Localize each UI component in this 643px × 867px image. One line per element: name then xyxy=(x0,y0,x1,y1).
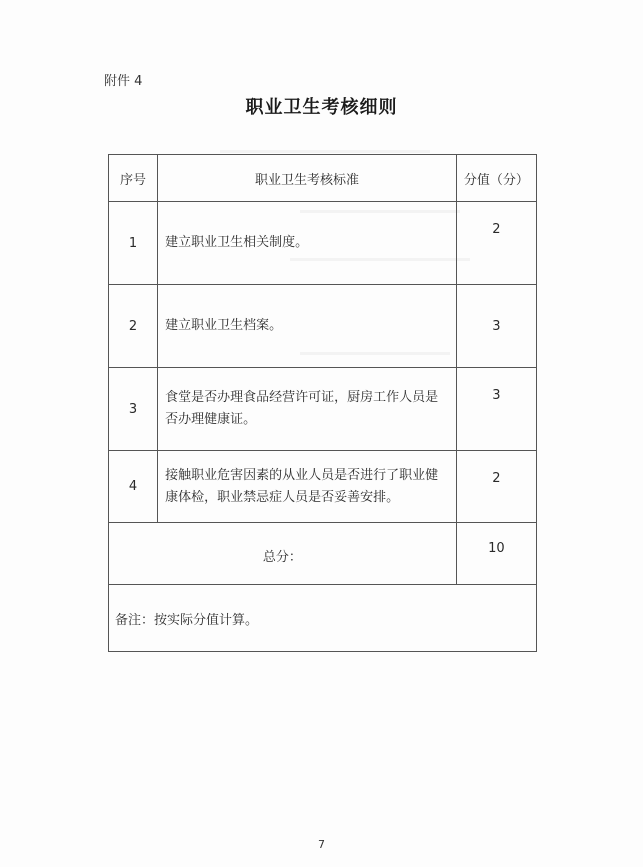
row-score: 3 xyxy=(456,285,536,368)
scan-shadow xyxy=(220,150,430,153)
row-score: 2 xyxy=(456,451,536,523)
row-number: 1 xyxy=(109,202,158,285)
total-value: 10 xyxy=(456,523,536,585)
row-number: 2 xyxy=(109,285,158,368)
row-standard: 食堂是否办理食品经营许可证，厨房工作人员是否办理健康证。 xyxy=(158,368,457,451)
note-text: 备注：按实际分值计算。 xyxy=(109,585,537,652)
note-row xyxy=(109,585,537,652)
row-standard: 接触职业危害因素的从业人员是否进行了职业健康体检，职业禁忌症人员是否妥善安排。 xyxy=(158,451,457,523)
page-number: 7 xyxy=(318,838,325,851)
row-score: 2 xyxy=(456,202,536,285)
total-row xyxy=(109,523,537,585)
row-standard: 建立职业卫生档案。 xyxy=(158,285,457,368)
attachment-label: 附件 4 xyxy=(104,74,143,89)
row-number: 3 xyxy=(109,368,158,451)
row-standard: 建立职业卫生相关制度。 xyxy=(158,202,457,285)
header-standard: 职业卫生考核标准 xyxy=(158,155,457,202)
row-score: 3 xyxy=(456,368,536,451)
assessment-table xyxy=(108,154,537,652)
table-row xyxy=(109,451,537,523)
table-row xyxy=(109,368,537,451)
table-row xyxy=(109,285,537,368)
header-no: 序号 xyxy=(109,155,158,202)
row-number: 4 xyxy=(109,451,158,523)
header-score: 分值（分） xyxy=(456,155,536,202)
table-header-row xyxy=(109,155,537,202)
table-row xyxy=(109,202,537,285)
page-title: 职业卫生考核细则 xyxy=(245,97,398,118)
total-label: 总分： xyxy=(109,523,457,585)
